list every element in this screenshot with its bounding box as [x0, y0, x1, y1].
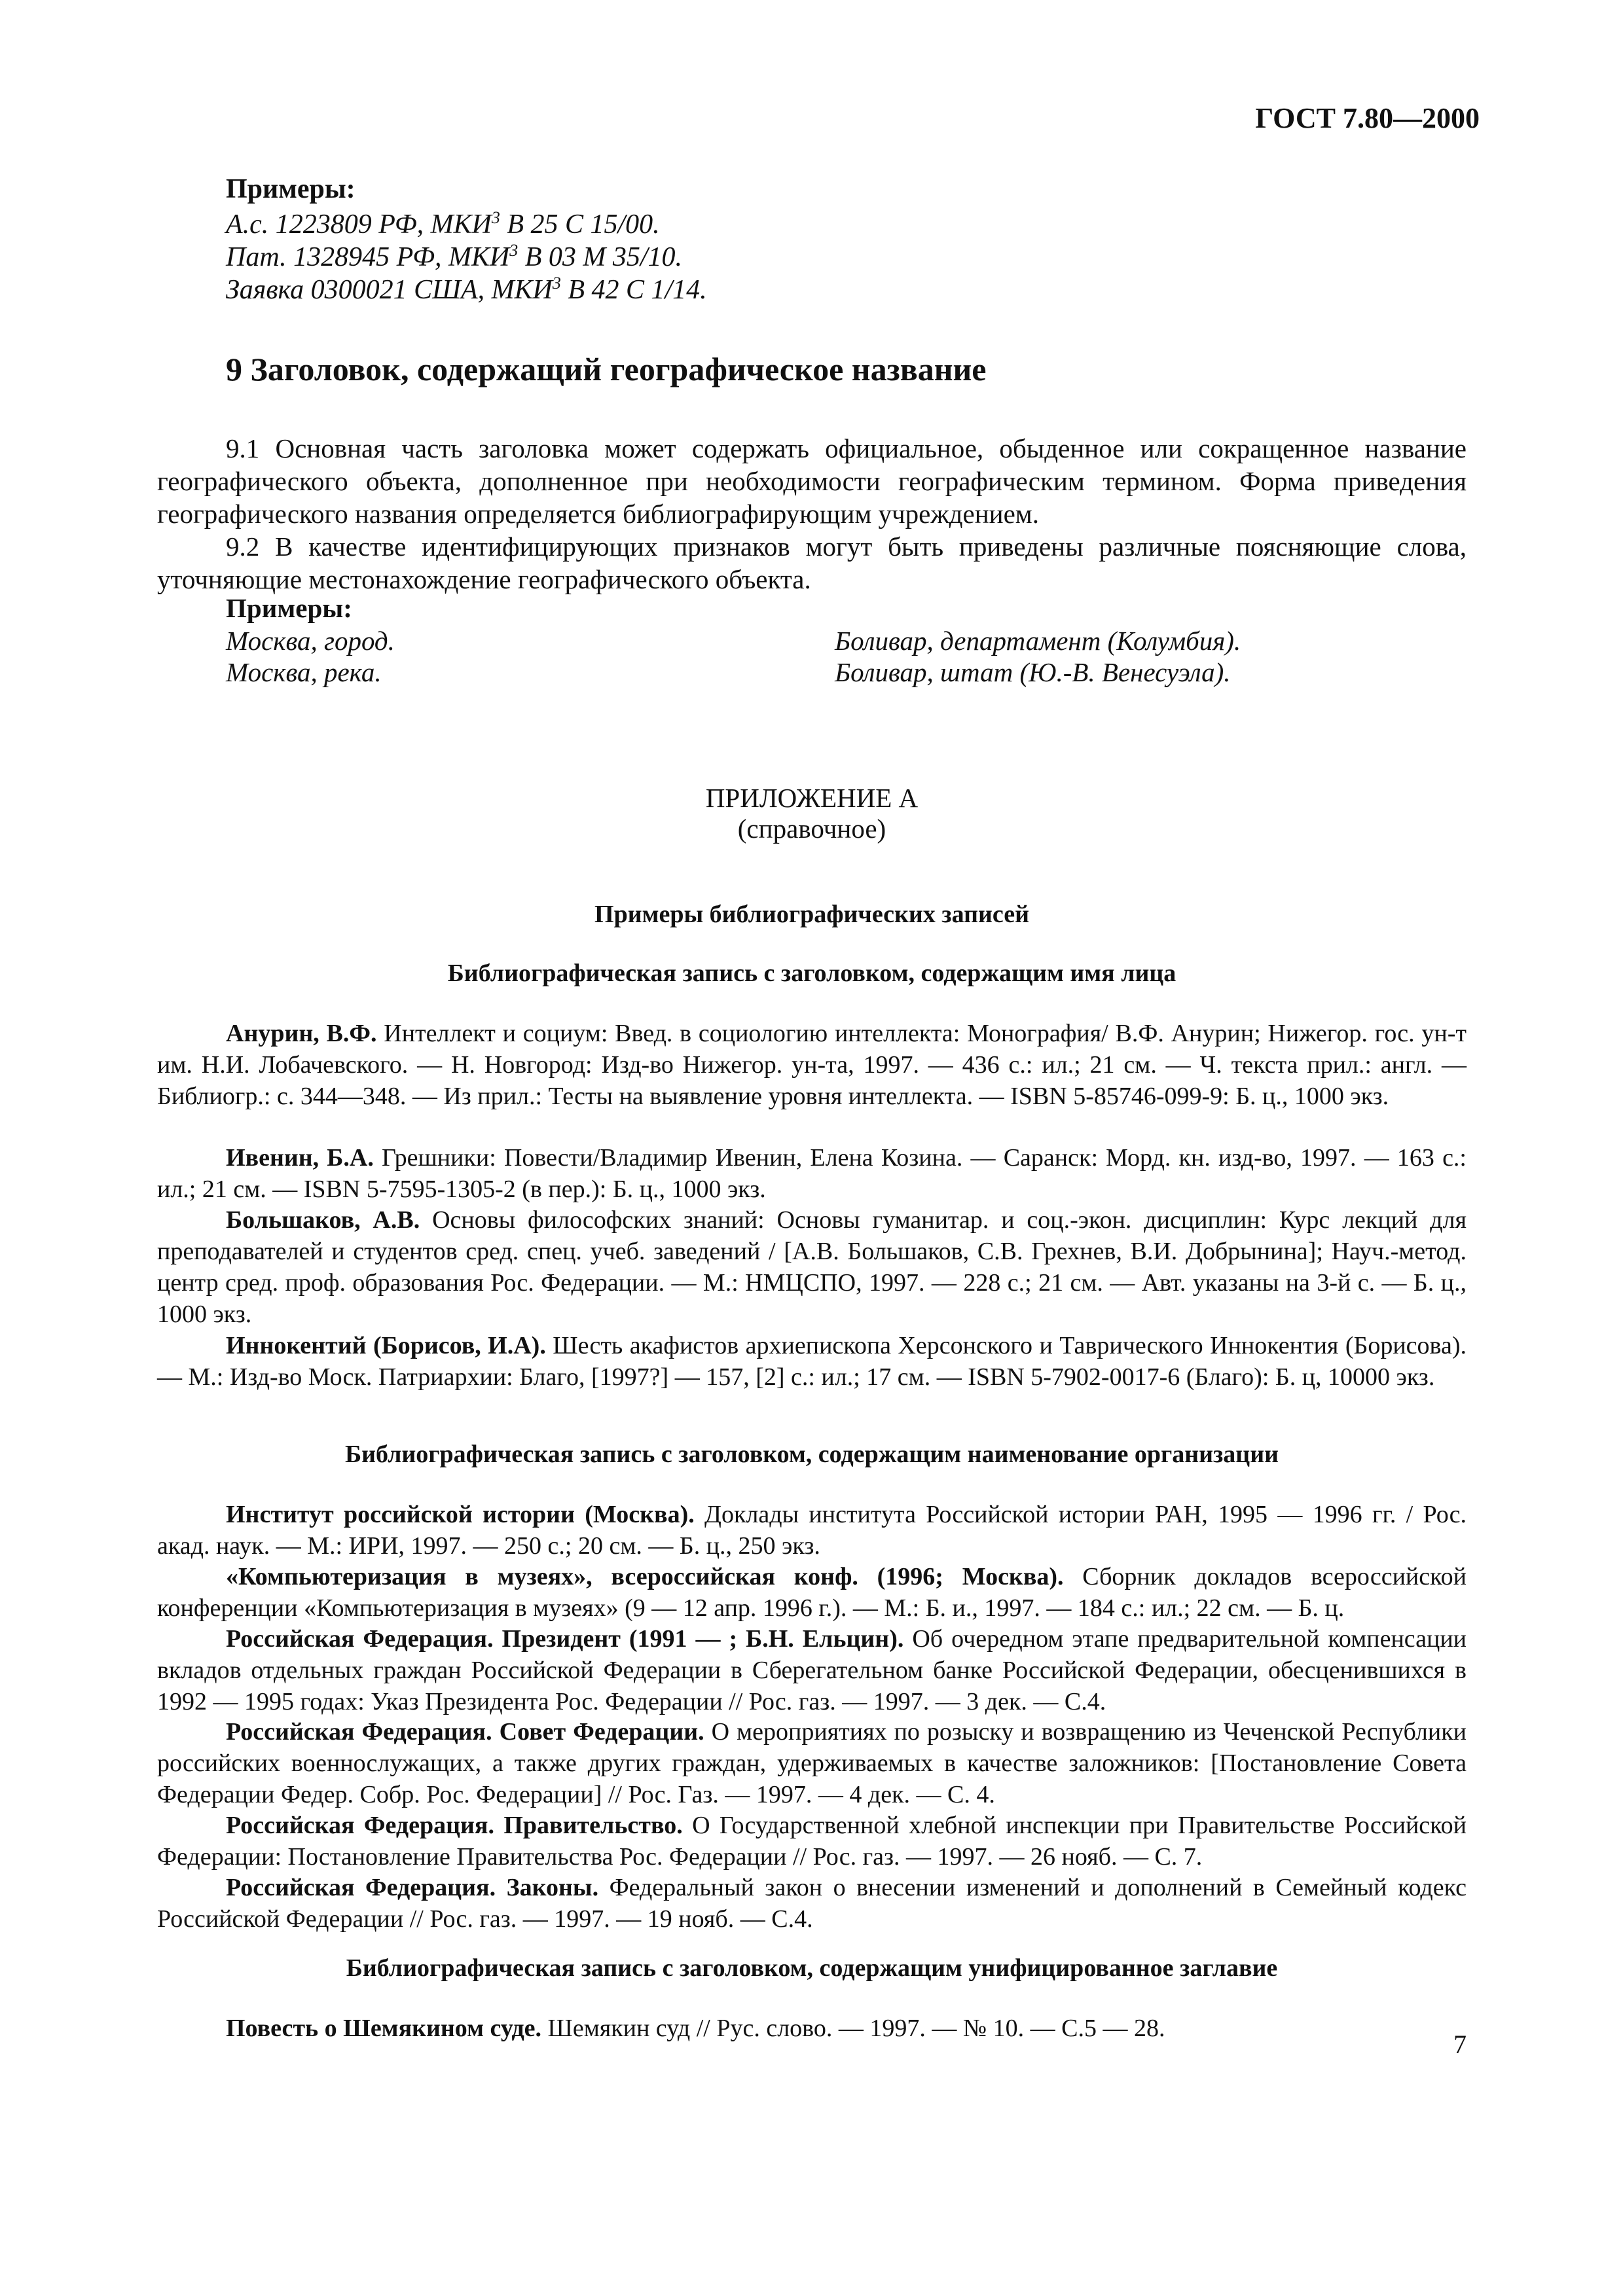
examples-label: Примеры: — [226, 174, 356, 204]
record-conference: «Компьютеризация в музеях», всероссийская конф. (1996; Москва). Сборник докладов всероссийской конференции «Компьютеризация в музеях» (9 — 12 апр. 1996 г.). — М.: Б. и., 1997. — 184 с.: ил.; 22 см. — Б. ц. — [157, 1563, 1467, 1622]
example-line-3: Заявка 0300021 США, МКИ$^3$ В 42 С 1/14. — [226, 274, 707, 305]
record-federation-council: Российская Федерация. Совет Федерации. О мероприятиях по розыску и возвращению из Чеченской Республики российских военнослужащих, а также других граждан, удерживаемых в качестве заложников: [Постановление Совета Федерации Федер. Собр. Рос. Федерации] // Рос. Газ. — 1997. — 4 дек. — С. 4. — [157, 1718, 1467, 1808]
gost-header: ГОСТ 7.80—2000 — [1255, 102, 1480, 134]
geo-example-left-1: Москва, город. — [226, 626, 395, 656]
record-laws: Российская Федерация. Законы. Федеральный закон о внесении изменений и дополнений в Семейный кодекс Российской Федерации // Рос. газ. — 1997. — 19 нояб. — С.4. — [157, 1874, 1467, 1933]
example-line-2: Пат. 1328945 РФ, МКИ$^3$ В 03 М 35/10. — [226, 241, 682, 272]
record-ivenin: Ивенин, Б.А. Грешники: Повести/Владимир Ивенин, Елена Козина. — Саранск: Морд. кн. изд-во, 1997. — 163 с.: ил.; 21 см. — ISBN 5-7595-1305-2 (в пер.): Б. ц., 1000 экз. — [157, 1144, 1467, 1203]
geo-example-right-1: Боливар, департамент (Колумбия). — [835, 626, 1241, 656]
appendix-title: ПРИЛОЖЕНИЕ А — [705, 783, 919, 813]
subheading-uniform-title: Библиографическая запись с заголовком, содержащим унифицированное заглавие — [346, 1954, 1278, 1982]
geo-example-left-2: Москва, река. — [226, 657, 382, 687]
examples-label-2: Примеры: — [226, 593, 352, 623]
subheading-organization: Библиографическая запись с заголовком, содержащим наименование организации — [345, 1441, 1279, 1468]
paragraph-9-2: 9.2 В качестве идентифицирующих признаков могут быть приведены различные поясняющие слова, уточняющие местонахождение географического объекта. — [157, 531, 1467, 594]
paragraph-9-1: 9.1 Основная часть заголовка может содержать официальное, обыденное или сокращенное название географического объекта, дополненное при необходимости географическим термином. Форма приведения географического названия определяется библиографирующим учреждением. — [157, 433, 1467, 529]
page-number: 7 — [1453, 2030, 1467, 2059]
section-9-title: 9 Заголовок, содержащий географическое название — [226, 351, 987, 387]
record-innokenty: Иннокентий (Борисов, И.А). Шесть акафистов архиепископа Херсонского и Таврического Иннокентия (Борисова). — М.: Изд-во Моск. Патриархии: Благо, [1997?] — 157, [2] с.: ил.; 17 см. — ISBN 5-7902-0017-6 (Благо): Б. ц, 10000 экз. — [157, 1332, 1467, 1391]
geo-example-right-2: Боливар, штат (Ю.-В. Венесуэла). — [835, 657, 1231, 687]
record-shemyaka: Повесть о Шемякином суде. Шемякин суд // Рус. слово. — 1997. — № 10. — С.5 — 28. — [226, 2015, 1165, 2042]
record-government: Российская Федерация. Правительство. О Государственной хлебной инспекции при Правительстве Российской Федерации: Постановление Правительства Рос. Федерации // Рос. газ. — 1997. — 26 нояб. — С. 7. — [157, 1812, 1467, 1871]
record-president: Российская Федерация. Президент (1991 — ; Б.Н. Ельцин). Об очередном этапе предварительной компенсации вкладов отдельных граждан Российской Федерации в Сберегательном банке Российской Федерации, обесценившихся в 1992 — 1995 годах: Указ Президента Рос. Федерации // Рос. газ. — 1997. — 3 дек. — С.4. — [157, 1625, 1467, 1715]
record-bolshakov: Большаков, А.В. Основы философских знаний: Основы гуманитар. и соц.-экон. дисциплин: Курс лекций для преподавателей и студентов сред. спец. учеб. заведений / [А.В. Большаков, С.В. Грехнев, В.И. Добрынина]; Науч.-метод. центр сред. проф. образования Рос. Федерации. — М.: НМЦСПО, 1997. — 228 с.; 21 см. — Авт. указаны на 3-й с. — Б. ц., 1000 экз. — [157, 1206, 1467, 1328]
record-anurin: Анурин, В.Ф. Интеллект и социум: Введ. в социологию интеллекта: Монография/ В.Ф. Анурин; Нижегор. гос. ун-т им. Н.И. Лобачевского. — Н. Новгород: Изд-во Нижегор. ун-та, 1997. — 436 с.: ил.; 21 см. — Ч. текста прил.: англ. — Библиогр.: с. 344—348. — Из прил.: Тесты на выявление уровня интеллекта. — ISBN 5-85746-099-9: Б. ц., 1000 экз. — [157, 1020, 1467, 1110]
example-line-1: А.с. 1223809 РФ, МКИ$^3$ В 25 С 15/00. — [226, 208, 660, 240]
subheading-person: Библиографическая запись с заголовком, содержащим имя лица — [447, 960, 1176, 987]
record-institute: Институт российской истории (Москва). Доклады института Российской истории РАН, 1995 — 1996 гг. / Рос. акад. наук. — М.: ИРИ, 1997. — 250 с.; 20 см. — Б. ц., 250 экз. — [157, 1501, 1467, 1560]
appendix-subtitle: (справочное) — [737, 814, 886, 844]
appendix-heading: Примеры библиографических записей — [594, 901, 1029, 928]
